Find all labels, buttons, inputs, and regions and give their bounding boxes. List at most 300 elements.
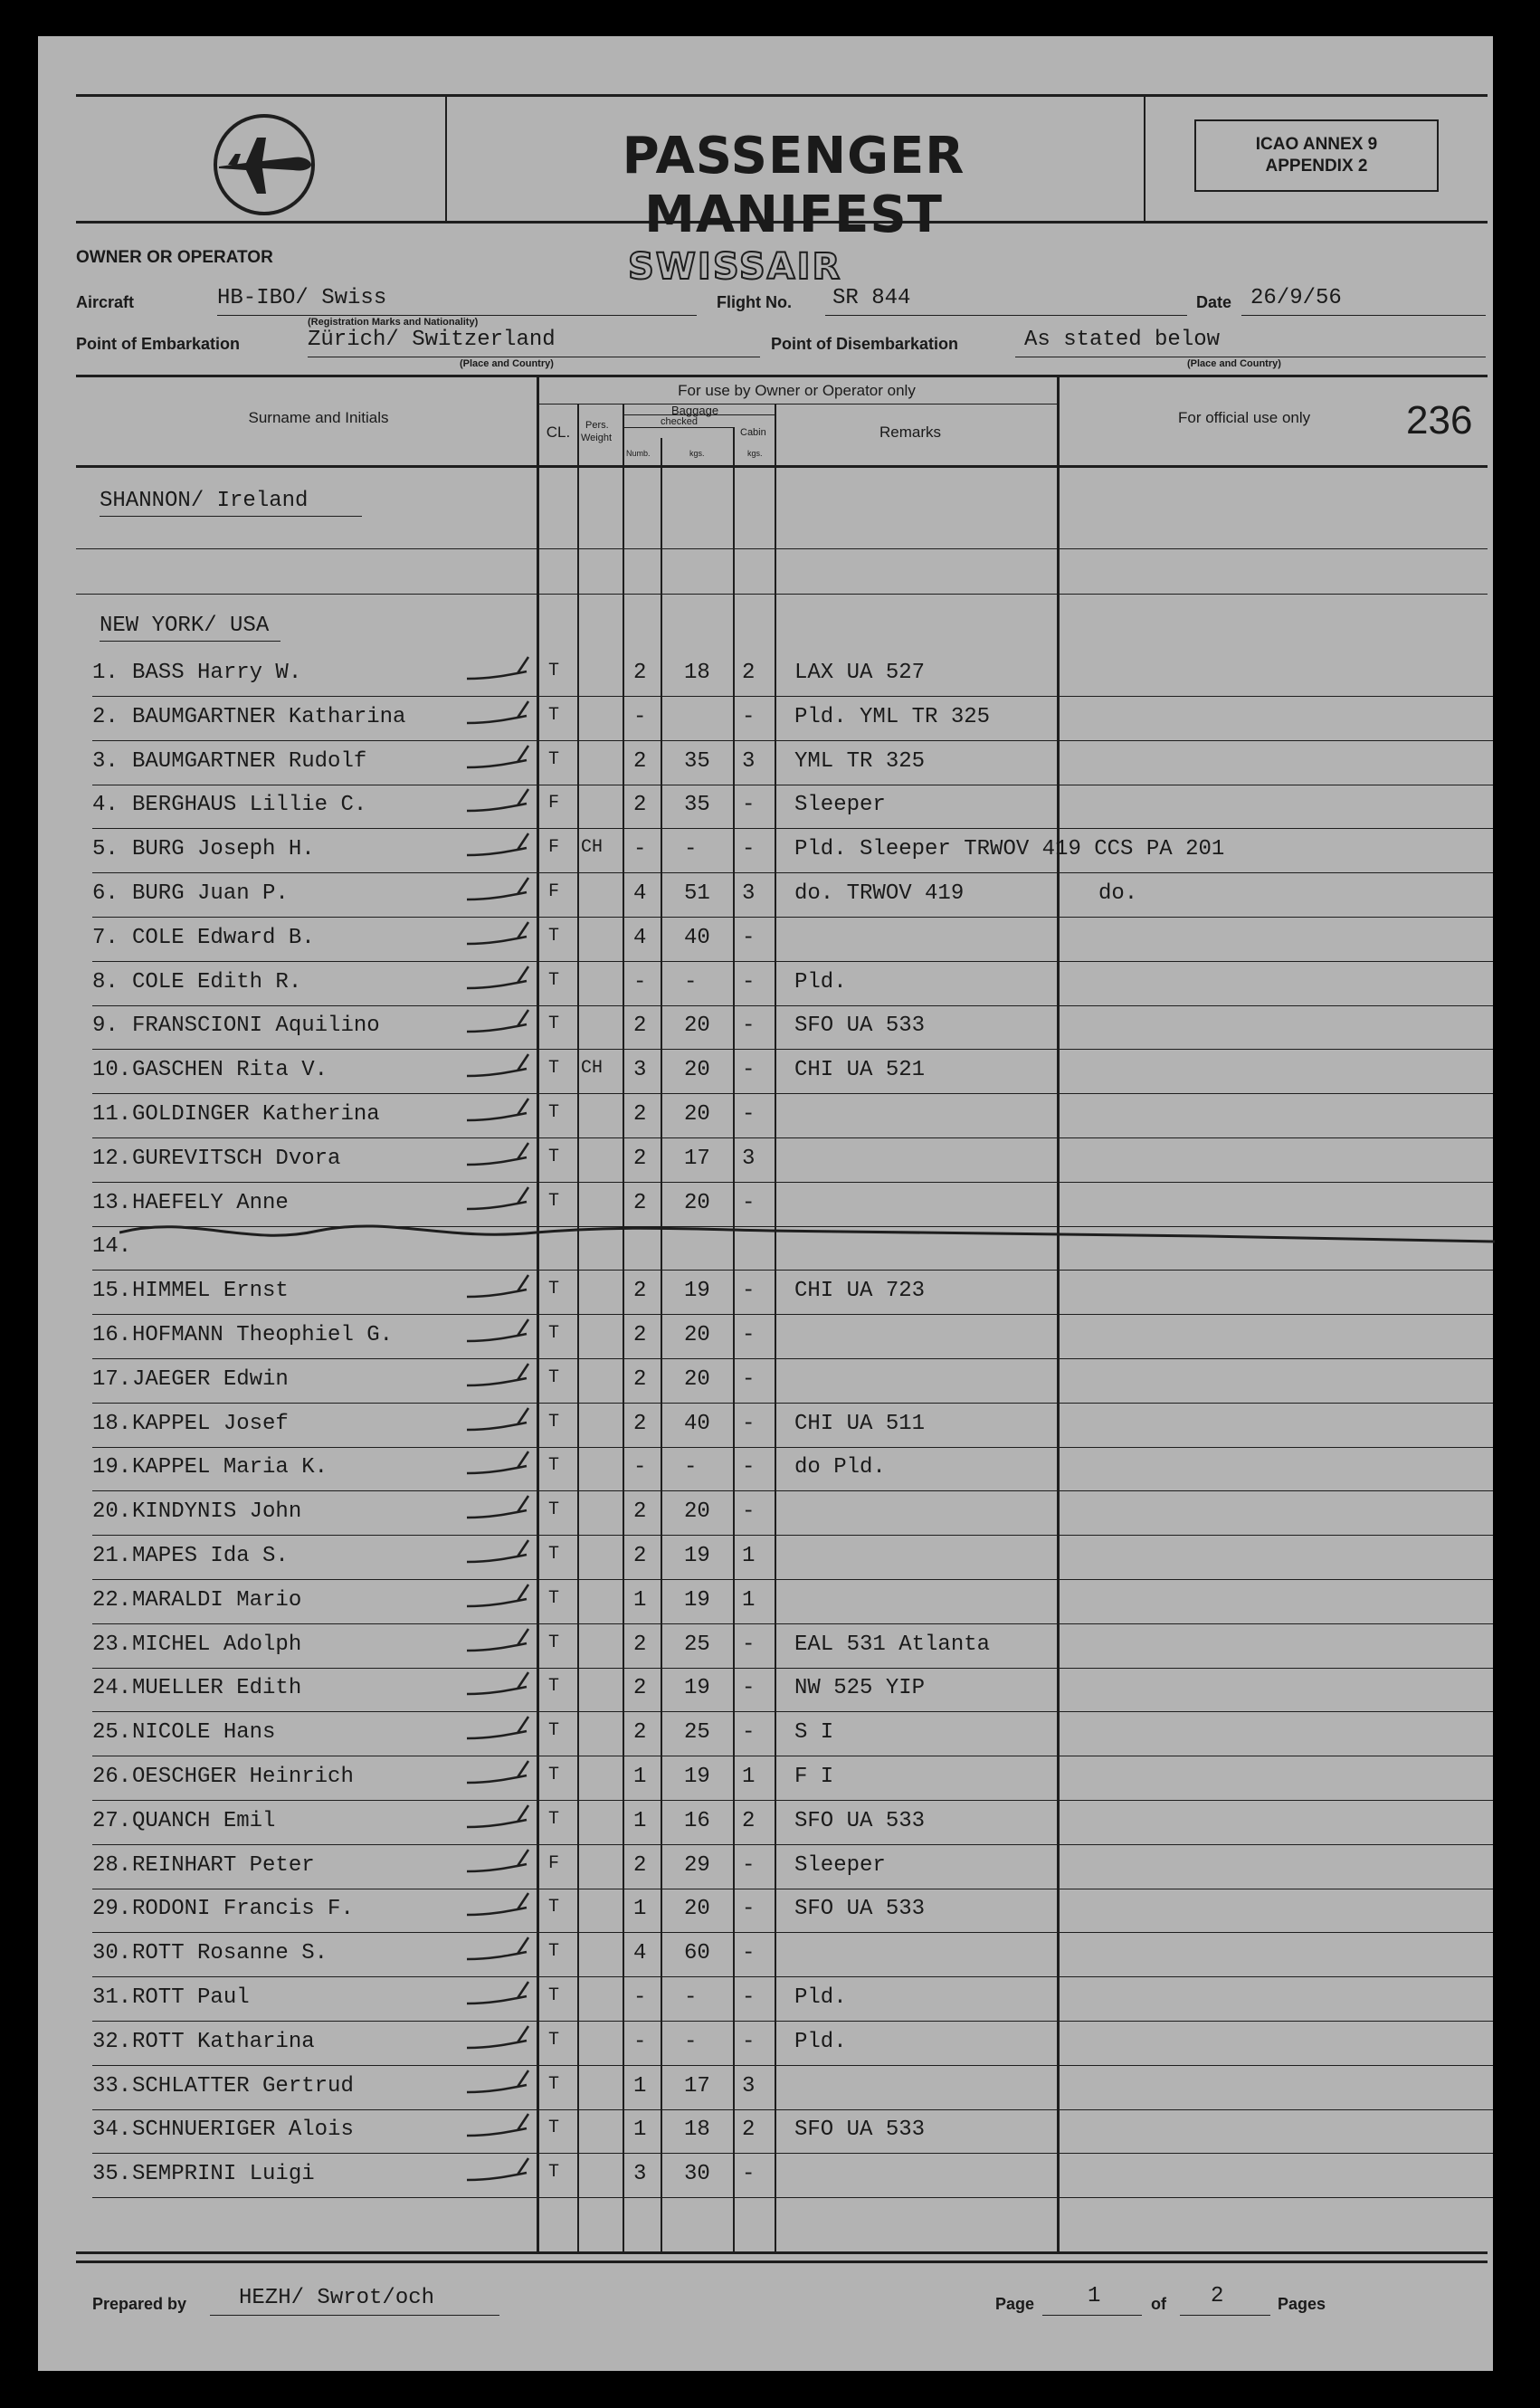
baggage-kgs-cell: 51 — [684, 881, 710, 906]
row-number: 11. — [92, 1102, 132, 1127]
cabin-kgs-cell: - — [742, 704, 756, 729]
col-kgs-header: kgs. — [689, 449, 705, 458]
baggage-count-cell: - — [633, 1985, 647, 2010]
passenger-name: KAPPEL Maria K. — [132, 1455, 328, 1480]
passenger-row — [38, 1625, 1493, 1669]
remarks-cell: Pld. — [794, 2029, 847, 2054]
passenger-row — [38, 1537, 1493, 1580]
passenger-name: REINHART Peter — [132, 1852, 315, 1878]
class-cell: T — [548, 1587, 560, 1609]
passenger-name: HOFMANN Theophiel G. — [132, 1323, 394, 1347]
row-number: 35. — [92, 2162, 132, 2187]
owner-label: OWNER OR OPERATOR — [76, 248, 273, 267]
airplane-globe-icon — [210, 110, 318, 219]
aircraft-line — [217, 315, 697, 316]
passenger-name: BERGHAUS Lillie C. — [132, 793, 367, 818]
passenger-name: JAEGER Edwin — [132, 1366, 289, 1392]
check-mark-icon — [463, 2153, 536, 2189]
col-cl-header: CL. — [546, 424, 571, 441]
baggage-kgs-cell: - — [684, 969, 698, 995]
class-cell: T — [548, 1058, 560, 1080]
passenger-name: SCHLATTER Gertrud — [132, 2073, 354, 2099]
col-owner-use-header: For use by Owner or Operator only — [678, 382, 916, 399]
cabin-kgs-cell: 3 — [742, 1146, 756, 1171]
row-number: 4. — [92, 793, 119, 818]
row-number: 10. — [92, 1058, 132, 1083]
check-mark-icon — [463, 828, 536, 864]
class-cell: T — [548, 2162, 560, 2184]
passenger-row — [38, 1006, 1493, 1050]
page-line — [1042, 2315, 1142, 2316]
baggage-kgs-cell: 20 — [684, 1014, 710, 1039]
baggage-kgs-cell: 17 — [684, 2073, 710, 2099]
passenger-row — [38, 2110, 1493, 2154]
passenger-name: COLE Edward B. — [132, 925, 315, 950]
row-number: 16. — [92, 1323, 132, 1347]
flight-label: Flight No. — [717, 293, 792, 311]
passenger-row — [38, 1581, 1493, 1624]
col-baggage-header: Baggage — [671, 404, 719, 417]
class-cell: F — [548, 837, 560, 859]
check-mark-icon — [463, 1270, 536, 1306]
check-mark-icon — [463, 1844, 536, 1880]
cabin-kgs-cell: - — [742, 1102, 756, 1127]
passenger-row — [38, 2023, 1493, 2066]
baggage-count-cell: 1 — [633, 1765, 647, 1789]
passenger-row — [38, 1316, 1493, 1359]
disembark-note: (Place and Country) — [1187, 358, 1281, 369]
cabin-kgs-cell: 2 — [742, 1808, 756, 1833]
cabin-kgs-cell: 1 — [742, 1544, 756, 1568]
embark-note: (Place and Country) — [460, 358, 554, 369]
cabin-kgs-cell: - — [742, 1720, 756, 1746]
cabin-kgs-cell: 1 — [742, 1587, 756, 1613]
owner-use-rule — [537, 404, 1057, 405]
baggage-kgs-cell: 18 — [684, 661, 710, 685]
baggage-kgs-cell: 19 — [684, 1279, 710, 1304]
passenger-name: COLE Edith R. — [132, 969, 302, 995]
baggage-count-cell: 4 — [633, 925, 647, 950]
row-rule — [92, 2197, 1493, 2198]
class-cell: T — [548, 1190, 560, 1212]
pers-weight-cell: CH — [581, 1058, 604, 1080]
passenger-row — [38, 2155, 1493, 2198]
passenger-name: ROTT Paul — [132, 1985, 250, 2010]
baggage-kgs-cell: 20 — [684, 1190, 710, 1215]
col-cabin-header: Cabin — [740, 427, 766, 438]
passenger-name: KAPPEL Josef — [132, 1411, 289, 1436]
remarks-cell: YML TR 325 — [794, 748, 926, 774]
class-cell: F — [548, 881, 560, 902]
date-value: 26/9/56 — [1250, 286, 1342, 310]
passenger-name: QUANCH Emil — [132, 1808, 276, 1833]
passenger-name: GASCHEN Rita V. — [132, 1058, 328, 1083]
baggage-count-cell: 4 — [633, 1941, 647, 1966]
check-mark-icon — [463, 1756, 536, 1792]
pers-weight-cell: CH — [581, 837, 604, 859]
cabin-kgs-cell: - — [742, 1985, 756, 2010]
row-number: 5. — [92, 837, 119, 862]
remarks-cell: Sleeper — [794, 1852, 886, 1878]
class-cell: T — [548, 1499, 560, 1521]
row-number: 15. — [92, 1279, 132, 1304]
cabin-kgs-cell: - — [742, 1323, 756, 1347]
baggage-count-cell: 2 — [633, 1279, 647, 1304]
remarks-cell: do. TRWOV 419 — [794, 881, 965, 906]
flight-line — [825, 315, 1187, 316]
aircraft-value: HB-IBO/ Swiss — [217, 286, 387, 310]
remarks-cell: SFO UA 533 — [794, 1808, 926, 1833]
baggage-count-cell: - — [633, 837, 647, 862]
baggage-count-cell: - — [633, 704, 647, 729]
class-cell: T — [548, 1544, 560, 1565]
baggage-kgs-cell: 20 — [684, 1323, 710, 1347]
remarks-cell: CHI UA 723 — [794, 1279, 926, 1304]
class-cell: T — [548, 2029, 560, 2051]
passenger-name: ROTT Katharina — [132, 2029, 315, 2054]
passenger-name: BURG Joseph H. — [132, 837, 315, 862]
check-mark-icon — [463, 1358, 536, 1394]
baggage-count-cell: 1 — [633, 2073, 647, 2099]
passenger-row — [38, 1271, 1493, 1315]
cabin-kgs-cell: - — [742, 837, 756, 862]
cabin-kgs-cell: 3 — [742, 748, 756, 774]
col-numb-header: Numb. — [626, 449, 651, 458]
class-cell: T — [548, 1808, 560, 1830]
passenger-name: FRANSCIONI Aquilino — [132, 1014, 380, 1039]
class-cell: F — [548, 793, 560, 814]
baggage-kgs-cell: 30 — [684, 2162, 710, 2187]
baggage-count-cell: 2 — [633, 1146, 647, 1171]
passenger-row — [38, 1448, 1493, 1491]
row-number: 26. — [92, 1765, 132, 1789]
passenger-name: NICOLE Hans — [132, 1720, 276, 1746]
class-cell: T — [548, 1941, 560, 1963]
check-mark-icon — [463, 961, 536, 997]
icao-line-2: APPENDIX 2 — [1265, 157, 1368, 176]
baggage-count-cell: 1 — [633, 1587, 647, 1613]
passenger-name: SCHNUERIGER Alois — [132, 2118, 354, 2143]
passenger-row — [38, 918, 1493, 962]
passenger-name: HAEFELY Anne — [132, 1190, 289, 1215]
class-cell: T — [548, 2118, 560, 2139]
top-rule — [76, 94, 1488, 97]
cabin-kgs-cell: 2 — [742, 2118, 756, 2143]
class-cell: T — [548, 1720, 560, 1742]
check-mark-icon — [463, 2108, 536, 2145]
passenger-name: MARALDI Mario — [132, 1587, 302, 1613]
cabin-kgs-cell: - — [742, 925, 756, 950]
blank-rule-2 — [76, 594, 1488, 595]
baggage-count-cell: 2 — [633, 1190, 647, 1215]
check-mark-icon — [463, 740, 536, 776]
check-mark-icon — [463, 2065, 536, 2101]
class-cell: T — [548, 748, 560, 770]
baggage-kgs-cell: 29 — [684, 1852, 710, 1878]
check-mark-icon — [463, 1093, 536, 1129]
footer-rule-2 — [76, 2260, 1488, 2263]
class-cell: T — [548, 1676, 560, 1698]
cabin-kgs-cell: - — [742, 1676, 756, 1701]
embarkation-value: Zürich/ Switzerland — [308, 328, 556, 352]
date-line — [1241, 315, 1486, 316]
row-number: 19. — [92, 1455, 132, 1480]
row-number: 22. — [92, 1587, 132, 1613]
remarks-cell: CHI UA 511 — [794, 1411, 926, 1436]
aircraft-label: Aircraft — [76, 293, 135, 311]
row-number: 30. — [92, 1941, 132, 1966]
baggage-count-cell: 2 — [633, 1544, 647, 1568]
class-cell: T — [548, 1632, 560, 1653]
check-mark-icon — [463, 696, 536, 732]
check-mark-icon — [463, 1623, 536, 1660]
class-cell: T — [548, 1765, 560, 1785]
baggage-count-cell: 1 — [633, 2118, 647, 2143]
cabin-kgs-cell: - — [742, 1014, 756, 1039]
remarks-cell: Pld. — [794, 1985, 847, 2010]
of-label: of — [1151, 2295, 1166, 2313]
baggage-kgs-cell: 20 — [684, 1897, 710, 1922]
cabin-kgs-cell: - — [742, 1190, 756, 1215]
passenger-name: BURG Juan P. — [132, 881, 289, 906]
icao-line-1: ICAO ANNEX 9 — [1255, 135, 1378, 154]
passenger-row — [38, 1360, 1493, 1404]
official-number: 236 — [1406, 398, 1473, 443]
check-mark-icon — [463, 1535, 536, 1571]
passenger-row — [38, 1934, 1493, 1977]
row-number: 21. — [92, 1544, 132, 1568]
remarks-cell: LAX UA 527 — [794, 661, 926, 685]
title-divider — [1144, 94, 1145, 221]
passenger-row — [38, 1978, 1493, 2022]
cabin-kgs-cell: - — [742, 793, 756, 818]
baggage-kgs-cell: 60 — [684, 1941, 710, 1966]
check-mark-icon — [463, 1446, 536, 1482]
class-cell: T — [548, 1323, 560, 1344]
baggage-count-cell: 2 — [633, 1014, 647, 1039]
class-cell: T — [548, 1014, 560, 1035]
baggage-kgs-cell: 20 — [684, 1058, 710, 1083]
passenger-name: BASS Harry W. — [132, 661, 302, 685]
baggage-kgs-cell: - — [684, 2029, 698, 2054]
cabin-kgs-cell: - — [742, 969, 756, 995]
manifest-sheet — [38, 36, 1493, 2371]
passenger-name: RODONI Francis F. — [132, 1897, 354, 1922]
table-top-rule — [76, 375, 1488, 377]
class-cell: T — [548, 704, 560, 726]
row-number: 27. — [92, 1808, 132, 1833]
row-number: 28. — [92, 1852, 132, 1878]
check-mark-icon — [463, 872, 536, 909]
passenger-row — [38, 1095, 1493, 1138]
check-mark-icon — [463, 1932, 536, 1968]
cabin-kgs-cell: - — [742, 2029, 756, 2054]
baggage-count-cell: 2 — [633, 1102, 647, 1127]
cabin-kgs-cell: - — [742, 1499, 756, 1525]
class-cell: T — [548, 2073, 560, 2095]
passenger-name: GUREVITSCH Dvora — [132, 1146, 341, 1171]
baggage-kgs-cell: 40 — [684, 925, 710, 950]
baggage-kgs-cell: 20 — [684, 1102, 710, 1127]
check-mark-icon — [463, 1490, 536, 1527]
baggage-count-cell: 3 — [633, 1058, 647, 1083]
total-pages: 2 — [1211, 2284, 1224, 2308]
baggage-count-cell: - — [633, 969, 647, 995]
passenger-row — [38, 785, 1493, 829]
cabin-kgs-cell: - — [742, 1632, 756, 1657]
group-underline-2 — [100, 641, 280, 642]
operator-name: SWISSAIR — [628, 246, 842, 288]
class-cell: F — [548, 1852, 560, 1874]
passenger-name: MUELLER Edith — [132, 1676, 302, 1701]
baggage-count-cell: 2 — [633, 1366, 647, 1392]
page-label: Page — [995, 2295, 1035, 2313]
remarks-cell: do Pld. — [794, 1455, 886, 1480]
page-number: 1 — [1088, 2284, 1101, 2308]
baggage-kgs-cell: - — [684, 1985, 698, 2010]
class-cell: T — [548, 1102, 560, 1123]
check-mark-icon — [463, 1137, 536, 1174]
class-cell: T — [548, 1411, 560, 1432]
cabin-kgs-cell: 1 — [742, 1765, 756, 1789]
baggage-count-cell: 2 — [633, 1323, 647, 1347]
baggage-count-cell: 1 — [633, 1897, 647, 1922]
row-number: 13. — [92, 1190, 132, 1215]
class-cell: T — [548, 1897, 560, 1918]
group-heading-shannon: SHANNON/ Ireland — [100, 489, 309, 513]
remarks-cell: SFO UA 533 — [794, 1897, 926, 1922]
passenger-row — [38, 963, 1493, 1006]
row-number: 23. — [92, 1632, 132, 1657]
baggage-count-cell: 1 — [633, 1808, 647, 1833]
class-cell: T — [548, 1985, 560, 2006]
date-label: Date — [1196, 293, 1232, 311]
check-mark-icon — [463, 1314, 536, 1350]
cabin-kgs-cell: - — [742, 1411, 756, 1436]
baggage-kgs-cell: 35 — [684, 748, 710, 774]
baggage-count-cell: 2 — [633, 1676, 647, 1701]
disembarkation-label: Point of Disembarkation — [771, 335, 959, 353]
row-number: 20. — [92, 1499, 132, 1525]
row-number: 2. — [92, 704, 119, 729]
row-number: 1. — [92, 661, 119, 685]
total-line — [1180, 2315, 1270, 2316]
registration-note: (Registration Marks and Nationality) — [308, 317, 479, 328]
remarks-cell: S I — [794, 1720, 834, 1746]
passenger-row — [38, 2067, 1493, 2110]
baggage-count-cell: 2 — [633, 1411, 647, 1436]
check-mark-icon — [463, 1800, 536, 1836]
blank-rule-1 — [76, 548, 1488, 549]
baggage-count-cell: 2 — [633, 793, 647, 818]
check-mark-icon — [463, 1711, 536, 1747]
row-number: 33. — [92, 2073, 132, 2099]
baggage-count-cell: 2 — [633, 1720, 647, 1746]
row-number: 7. — [92, 925, 119, 950]
check-mark-icon — [463, 917, 536, 953]
cancellation-wave — [119, 1214, 1495, 1251]
remarks-cell: SFO UA 533 — [794, 2118, 926, 2143]
embarkation-label: Point of Embarkation — [76, 335, 241, 353]
baggage-kgs-cell: 17 — [684, 1146, 710, 1171]
passenger-name: ROTT Rosanne S. — [132, 1941, 328, 1966]
passenger-row — [38, 1802, 1493, 1845]
baggage-count-cell: 3 — [633, 2162, 647, 2187]
check-mark-icon — [463, 1976, 536, 2013]
row-number: 32. — [92, 2029, 132, 2054]
check-mark-icon — [463, 1182, 536, 1218]
cabin-kgs-cell: - — [742, 1058, 756, 1083]
passenger-row — [38, 1669, 1493, 1712]
baggage-count-cell: - — [633, 1455, 647, 1480]
baggage-count-cell: 2 — [633, 1499, 647, 1525]
class-cell: T — [548, 925, 560, 947]
logo-divider — [445, 94, 447, 221]
col-name-header: Surname and Initials — [248, 409, 389, 426]
cabin-kgs-cell: - — [742, 1455, 756, 1480]
row-number: 29. — [92, 1897, 132, 1922]
passenger-row — [38, 830, 1493, 873]
baggage-kgs-cell: 18 — [684, 2118, 710, 2143]
passenger-name: BAUMGARTNER Katharina — [132, 704, 406, 729]
remarks-cell: Pld. Sleeper TRWOV 419 CCS PA 201 — [794, 837, 1225, 862]
class-cell: T — [548, 1279, 560, 1300]
row-number: 18. — [92, 1411, 132, 1436]
passenger-row — [38, 1713, 1493, 1756]
check-mark-icon — [463, 1049, 536, 1085]
passenger-row — [38, 1492, 1493, 1536]
official-cell: do. — [1098, 881, 1138, 906]
row-number: 24. — [92, 1676, 132, 1701]
col-pw-header-2: Weight — [581, 433, 613, 443]
remarks-cell: NW 525 YIP — [794, 1676, 926, 1701]
baggage-count-cell: 4 — [633, 881, 647, 906]
class-cell: T — [548, 969, 560, 991]
cabin-kgs-cell: - — [742, 1279, 756, 1304]
baggage-kgs-cell: 19 — [684, 1544, 710, 1568]
check-mark-icon — [463, 652, 536, 688]
check-mark-icon — [463, 784, 536, 820]
baggage-kgs-cell: 19 — [684, 1676, 710, 1701]
table-header-rule — [76, 465, 1488, 468]
class-cell: T — [548, 1146, 560, 1167]
group-underline-1 — [100, 516, 362, 517]
baggage-kgs-cell: - — [684, 1455, 698, 1480]
col-pw-header-1: Pers. — [585, 420, 609, 431]
cabin-kgs-cell: - — [742, 1897, 756, 1922]
baggage-count-cell: 2 — [633, 748, 647, 774]
passenger-row — [38, 653, 1493, 697]
check-mark-icon — [463, 2021, 536, 2057]
prepared-label: Prepared by — [92, 2295, 187, 2313]
passenger-name: MICHEL Adolph — [132, 1632, 302, 1657]
passenger-row — [38, 1757, 1493, 1801]
baggage-kgs-cell: 16 — [684, 1808, 710, 1833]
row-number: 34. — [92, 2118, 132, 2143]
checked-rule — [623, 427, 733, 428]
baggage-kgs-cell: - — [684, 837, 698, 862]
col-official-header: For official use only — [1178, 409, 1311, 426]
passenger-row — [38, 742, 1493, 785]
flight-value: SR 844 — [832, 286, 911, 310]
baggage-kgs-cell: 35 — [684, 793, 710, 818]
passenger-name: BAUMGARTNER Rudolf — [132, 748, 367, 774]
baggage-count-cell: 2 — [633, 661, 647, 685]
passenger-name: SEMPRINI Luigi — [132, 2162, 315, 2187]
cabin-kgs-cell: - — [742, 1366, 756, 1392]
baggage-kgs-cell: 25 — [684, 1632, 710, 1657]
passenger-row — [38, 1139, 1493, 1183]
